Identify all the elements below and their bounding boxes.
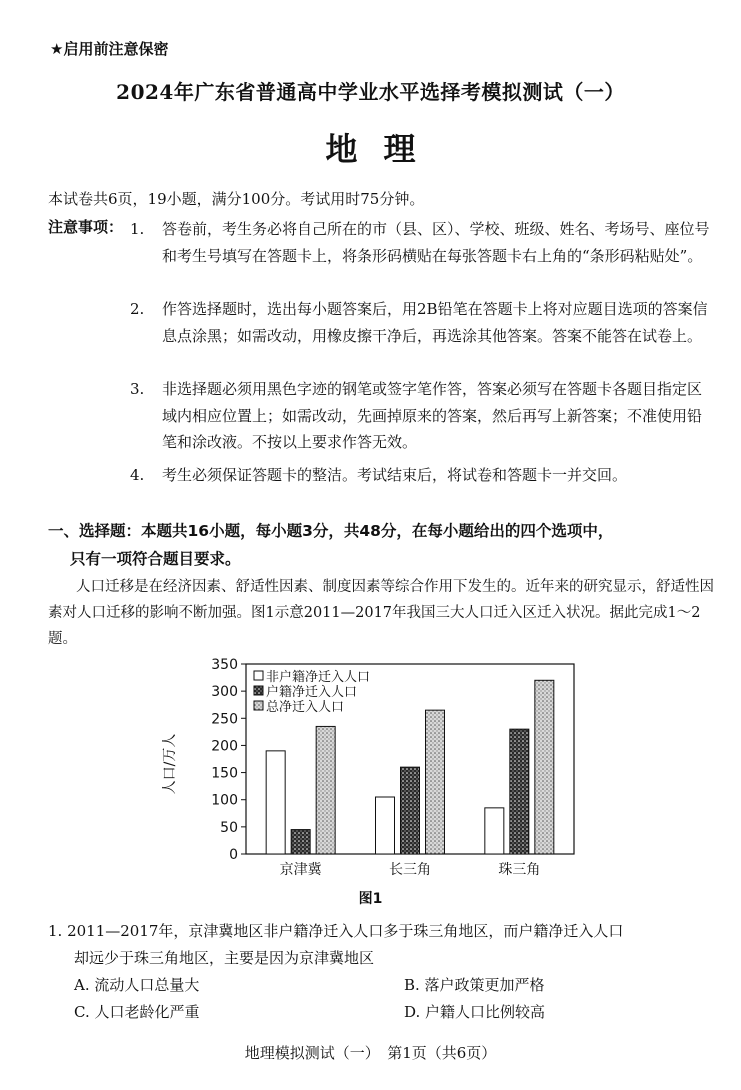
note-item-2: [130, 296, 715, 349]
note-text: 作答选择题时，选出每小题答案后，用2B铅笔在答题卡上将对应题目选项的答案信息点涂黑；如需改动，用橡皮擦干净后，再选涂其他答案。答案不能答在试卷上。: [162, 300, 708, 345]
bar-2-2: [401, 767, 420, 854]
bar-1-3: [485, 808, 504, 854]
legend-swatch: [254, 686, 263, 695]
note-number: 3.: [130, 380, 145, 398]
question-stem-line2: 却远少于珠三角地区，主要是因为京津冀地区: [74, 949, 375, 967]
y-axis-ticks: [211, 657, 246, 863]
y-tick-label: 50: [220, 819, 238, 836]
option-c: C. 人口老龄化严重: [74, 1003, 200, 1021]
question-1: [48, 918, 718, 1026]
y-tick-label: 250: [211, 711, 238, 728]
y-tick-label: 200: [211, 738, 238, 755]
note-text: 答卷前，考生务必将自己所在的市（县、区）、学校、班级、姓名、考场号、座位号和考生号填写在答题卡上，将条形码横贴在每张答题卡右上角的“条形码粘贴处”。: [162, 220, 710, 265]
bar-1-2: [376, 797, 395, 854]
note-text: 非选择题必须用黑色字迹的钢笔或签字笔作答，答案必须写在答题卡各题目指定区域内相应位置上；如需改动，先画掉原来的答案，然后再写上新答案；不准使用铅笔和涂改液。不按以上要求作答无效。: [162, 380, 703, 451]
section-heading-line1: 一、选择题：本题共16小题，每小题3分，共48分，在每小题给出的四个选项中，: [48, 522, 614, 540]
note-number: 2.: [130, 300, 145, 318]
legend-label: 非户籍净迁入人口: [266, 670, 371, 685]
bar-1-1: [266, 751, 285, 854]
legend: [254, 669, 370, 715]
legend-label: 总净迁入人口: [266, 700, 345, 715]
bar-3-2: [426, 710, 445, 854]
confidential-label: ★启用前注意保密: [50, 40, 169, 58]
note-number: 4.: [130, 466, 145, 484]
subject-title: 地理: [325, 130, 442, 168]
x-tick-label: 长三角: [389, 862, 431, 878]
passage-text: 人口迁移是在经济因素、舒适性因素、制度因素等综合作用下发生的。近年来的研究显示，舒适性因素对人口迁移的影响不断加强。图1示意2011—2017年我国三大人口迁入区迁入状况。据此完成1～2题。: [48, 579, 714, 647]
legend-swatch: [254, 701, 263, 710]
legend-swatch: [254, 671, 263, 680]
y-tick-label: 100: [211, 792, 238, 809]
x-axis-ticks: [280, 861, 541, 878]
y-tick-label: 150: [211, 765, 238, 782]
option-a: A. 流动人口总量大: [74, 976, 200, 994]
x-tick-label: 珠三角: [498, 862, 541, 878]
exam-info: 本试卷共6页，19小题，满分100分。考试用时75分钟。: [48, 190, 425, 208]
option-b: B. 落户政策更加严格: [404, 976, 545, 994]
option-d: D. 户籍人口比例较高: [404, 1003, 546, 1021]
y-tick-label: 350: [211, 657, 238, 673]
note-item-3: [130, 376, 715, 456]
section-heading: [48, 517, 718, 573]
bar-2-3: [510, 729, 529, 854]
bar-3-3: [535, 680, 554, 854]
y-tick-label: 300: [211, 684, 238, 701]
x-tick-label: 京津冀: [279, 862, 322, 878]
bar-2-1: [291, 830, 310, 854]
bar-chart: [150, 652, 590, 884]
y-tick-label: 0: [229, 847, 238, 863]
page-footer: 地理模拟测试（一） 第1页（共6页）: [244, 1044, 497, 1062]
notes-label: 注意事项：: [48, 218, 124, 236]
section-heading-line2: 只有一项符合题目要求。: [70, 550, 241, 568]
exam-title: 2024年广东省普通高中学业水平选择考模拟测试（一）: [116, 80, 625, 104]
note-number: 1.: [130, 220, 145, 238]
note-item-1: [130, 216, 715, 269]
legend-label: 户籍净迁入人口: [266, 685, 358, 700]
question-stem-line1: 1. 2011—2017年，京津冀地区非户籍净迁入人口多于珠三角地区，而户籍净迁入人口: [48, 922, 624, 940]
figure-caption: 图1: [358, 891, 383, 907]
y-axis-label: 人口/万人: [162, 733, 178, 795]
note-text: 考生必须保证答题卡的整洁。考试结束后，将试卷和答题卡一并交回。: [162, 466, 628, 484]
bar-3-1: [316, 726, 335, 854]
note-item-4: [130, 462, 715, 489]
